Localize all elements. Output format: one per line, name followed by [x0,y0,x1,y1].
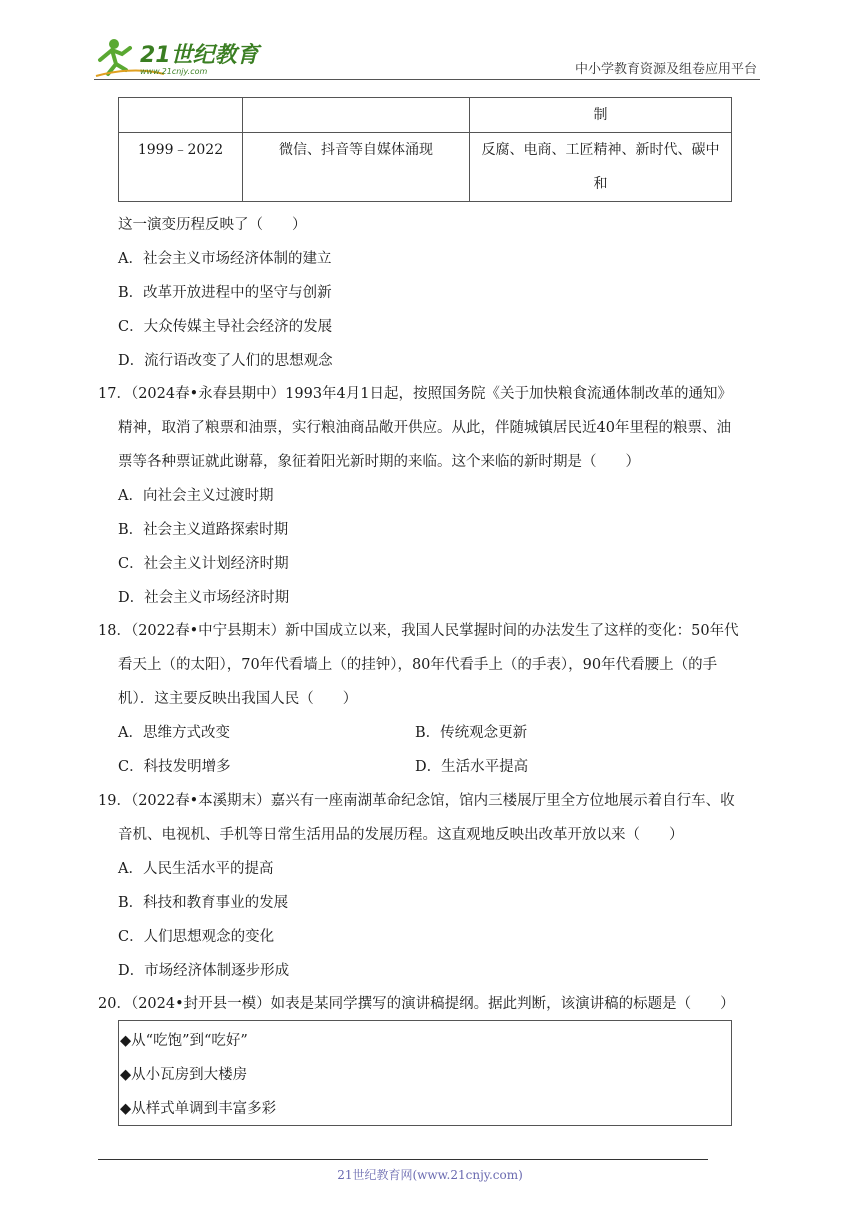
q17-stem-line: 17．（2024春•永春县期中）1993年4月1日起，按照国务院《关于加快粮食流通体制改革的通知》 [98,386,733,402]
q20-outline-item: ◆从小瓦房到大楼房 [120,1067,248,1083]
svg-text:21世纪教育: 21世纪教育 [140,43,259,68]
runner-logo-icon [94,36,264,80]
q18-stem-line: 18．（2022春•中宁县期末）新中国成立以来，我国人民掌握时间的办法发生了这样的变化：50年代 [98,623,739,639]
q19-option-d[interactable]: D．市场经济体制逐步形成 [118,963,290,979]
q18-option-b[interactable]: B．传统观念更新 [415,725,528,741]
site-logo [94,36,264,80]
q19-option-a[interactable]: A．人民生活水平的提高 [118,861,274,877]
q17-option-c[interactable]: C．社会主义计划经济时期 [118,556,289,572]
svg-text:www.21cnjy.com: www.21cnjy.com [140,67,208,76]
table-cell-words-line: 制 [593,107,608,123]
q17-option-a[interactable]: A．向社会主义过渡时期 [118,488,274,504]
q17-option-d[interactable]: D．社会主义市场经济时期 [118,590,290,606]
table-row [119,98,732,133]
q19-option-b[interactable]: B．科技和教育事业的发展 [118,895,289,911]
q18-option-a[interactable]: A．思维方式改变 [118,725,230,741]
footer-divider [98,1159,708,1160]
platform-name: 中小学教育资源及组卷应用平台 [575,62,758,77]
q18-stem-line: 机）．这主要反映出我国人民（ ） [118,691,358,707]
q17-stem-line: 精神，取消了粮票和油票，实行粮油商品敞开供应。从此，伴随城镇居民近40年里程的粮票、油 [118,420,731,436]
q19-stem-line: 19．（2022春•本溪期末）嘉兴有一座南湖革命纪念馆，馆内三楼展厅里全方位地展示着自行车、收 [98,793,735,809]
footer-text[interactable]: 21世纪教育网(www.21cnjy.com) [337,1168,523,1182]
q18-option-c[interactable]: C．科技发明增多 [118,759,231,775]
q17-option-b[interactable]: B．社会主义道路探索时期 [118,522,289,538]
table-cell-media [243,98,470,133]
table-cell-words [470,98,732,133]
q19-option-c[interactable]: C．人们思想观念的变化 [118,929,275,945]
media-evolution-table [118,97,732,202]
q20-outline-item: ◆从“吃饱”到“吃好” [120,1033,248,1049]
header-divider [94,79,760,80]
q20-outline-item: ◆从样式单调到丰富多彩 [120,1101,277,1117]
table-row [119,133,732,202]
table-cell-year [119,98,243,133]
q16-option-b[interactable]: B．改革开放进程中的坚守与创新 [118,285,332,301]
table-cell-media: 微信、抖音等自媒体涌现 [243,133,470,202]
q17-stem-line: 票等各种票证就此谢幕，象征着阳光新时期的来临。这个来临的新时期是（ ） [118,454,640,470]
table-cell-year: 1999﹣2022 [119,133,243,202]
q16-stem: 这一演变历程反映了（ ） [118,217,307,233]
q18-stem-line: 看天上（的太阳），70年代看墙上（的挂钟），80年代看手上（的手表），90年代看腰上（的手 [118,657,718,673]
q19-stem-line: 音机、电视机、手机等日常生活用品的发展历程。这直观地反映出改革开放以来（ ） [118,827,684,843]
q20-stem: 20．（2024•封开县一模）如表是某同学撰写的演讲稿提纲。据此判断，该演讲稿的标题是（ ） [98,996,735,1012]
q16-option-a[interactable]: A．社会主义市场经济体制的建立 [118,251,332,267]
table-cell-words [470,133,732,202]
q16-option-d[interactable]: D．流行语改变了人们的思想观念 [118,353,333,369]
table-cell-words-line: 反腐、电商、工匠精神、新时代、碳中 [481,142,720,158]
q18-option-d[interactable]: D．生活水平提高 [415,759,529,775]
q16-option-c[interactable]: C．大众传媒主导社会经济的发展 [118,319,333,335]
table-cell-words-line: 和 [593,176,608,192]
